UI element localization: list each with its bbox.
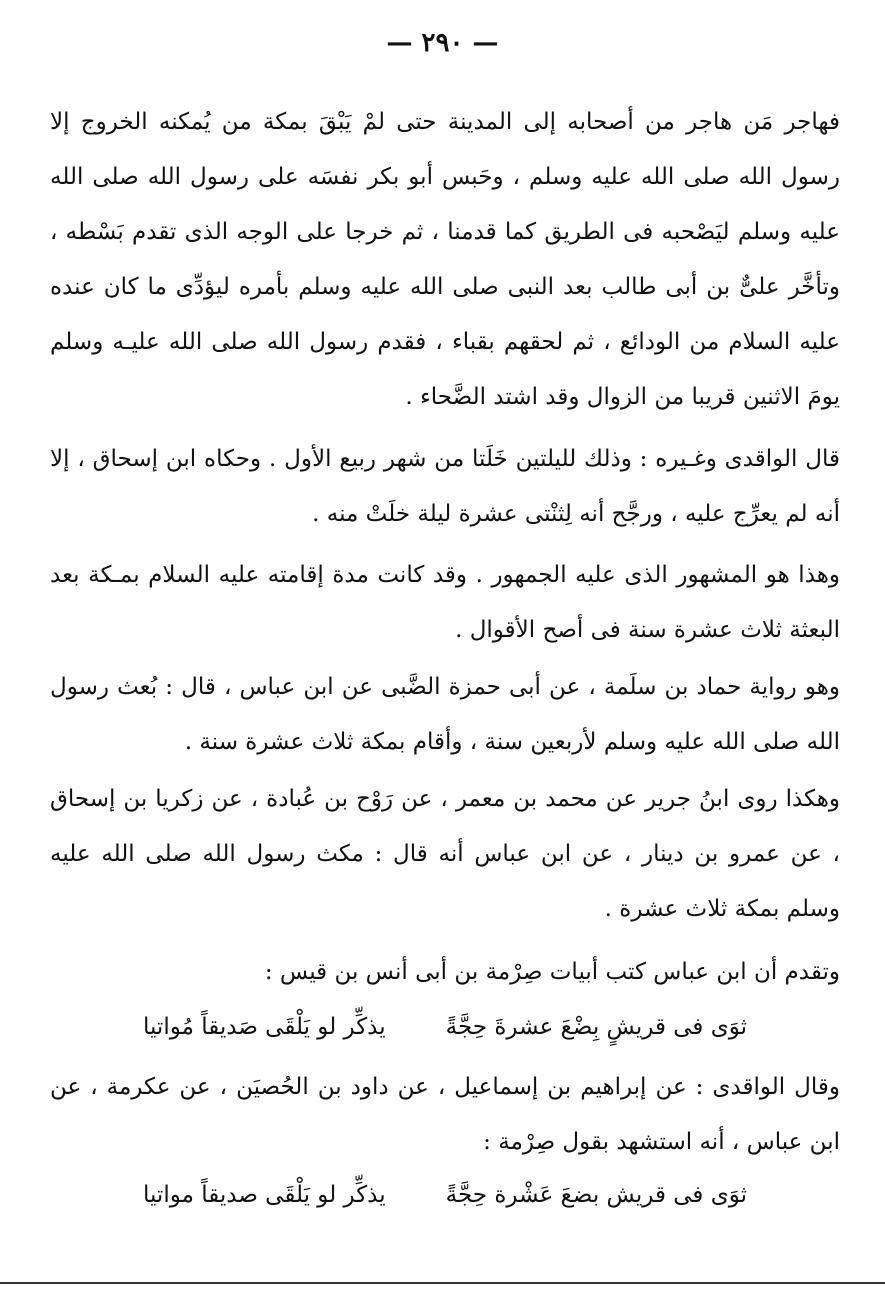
page-number: — ٢٩٠ — (386, 28, 499, 58)
paragraph-3 (50, 548, 840, 658)
paragraph-text: وهذا هو المشهور الذى عليه الجمهور . وقد كانت مدة إقامته عليه السلام بمـكة بعد البعثة ثلاث عشرة سنة فى أصح الأقوال . (50, 562, 840, 643)
paragraph-text: وهو رواية حماد بن سلَمة ، عن أبى حمزة الضَّبى عن ابن عباس ، قال : بُعث رسول الله صلى الله عليه وسلم لأربعين سنة ، وأقام بمكة ثلاث عشرة سنة . (50, 674, 840, 755)
paragraph-7 (50, 1060, 840, 1170)
paragraph-text: وتقدم أن ابن عباس كتب أبيات صِرْمة بن أبى أنس بن قيس : (264, 959, 840, 985)
paragraph-1 (50, 95, 840, 425)
verse-first-hemistich: ثوَى فى قريش بضعَ عَشْرة حِجَّةً (445, 1182, 748, 1208)
poem-verse-2 (50, 1168, 840, 1223)
verse-second-hemistich: يذكِّر لو يَلْقَى صديقاً مواتيا (142, 1182, 386, 1208)
bottom-rule (0, 1282, 885, 1284)
paragraph-text: وهكذا روى ابنُ جرير عن محمد بن معمر ، عن رَوْح بن عُبادة ، عن زكريا بن إسحاق ، عن عمرو بن دينار ، عن ابن عباس أنه قال : مكث رسول الله صلى الله عليه وسلم بمكة ثلاث عشرة . (50, 786, 840, 922)
paragraph-4 (50, 660, 840, 770)
verse-second-hemistich: يذكِّر لو يَلْقَى صَديقاً مُواتيا (142, 1014, 386, 1040)
verse-first-hemistich: ثوَى فى قريشٍ بِضْعَ عشرةَ حِجَّةً (445, 1014, 748, 1040)
paragraph-5 (50, 772, 840, 937)
paragraph-text: وقال الواقدى : عن إبراهيم بن إسماعيل ، عن داود بن الحُصيَن ، عن عكرمة ، عن ابن عباس ، أنه استشهد بقول صِرْمة : (50, 1074, 840, 1155)
paragraph-6 (50, 945, 840, 1000)
paragraph-2 (50, 432, 840, 542)
paragraph-text: قال الواقدى وغـيره : وذلك لليلتين خَلَتا من شهر ربيع الأول . وحكاه ابن إسحاق ، إلا أنه لم يعرِّج عليه ، ورجَّح أنه لِثنْتى عشرة ليلة خلَتْ منه . (50, 446, 840, 527)
poem-verse-1 (50, 1000, 840, 1055)
paragraph-text: فهاجر مَن هاجر من أصحابه إلى المدينة حتى لمْ يَبْقَ بمكة من يُمكنه الخروج إلا رسول الله صلى الله عليه وسلم ، وحَبس أبو بكر نفسَه على رسول الله صلى الله عليه وسلم ليَصْحبه فى الطريق كما قدمنا ، ثم خرجا على الوجه الذى تقدم بَسْطه ، وتأخَّر علىٌّ بن أبى طالب بعد النبى صلى الله عليه وسلم بأمره ليؤدِّى ما كان عنده عليه السلام من الودائع ، ثم لحقهم بقباء ، فقدم رسول الله صلى الله عليـه وسلم يومَ الاثنين قريبا من الزوال وقد اشتد الضَّحاء . (50, 109, 840, 410)
